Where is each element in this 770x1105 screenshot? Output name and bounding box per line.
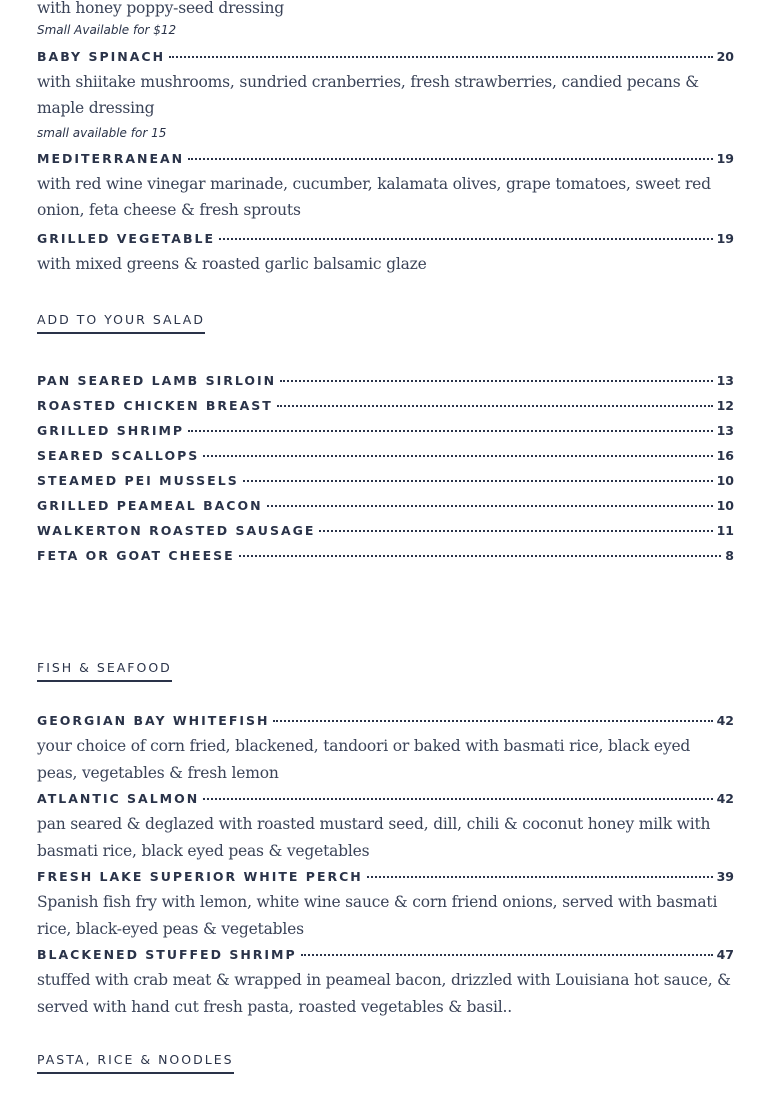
item-price: 12 <box>716 398 734 413</box>
item-price: 42 <box>716 791 734 806</box>
menu-item-white-perch <box>37 864 734 889</box>
item-name: STEAMED PEI MUSSELS <box>37 473 239 488</box>
item-name: PAN SEARED LAMB SIRLOIN <box>37 373 277 388</box>
section-heading: ADD TO YOUR SALAD <box>37 312 205 334</box>
menu-item <box>37 418 734 443</box>
add-to-salad-section <box>37 309 734 568</box>
item-description: Spanish fish fry with lemon, white wine sauce & corn friend onions, served with basmati rice, black-eyed peas & vegetables <box>37 893 718 938</box>
menu-item-georgian-bay-whitefish <box>37 708 734 733</box>
fish-seafood-section <box>37 657 734 1020</box>
menu-item-blackened-stuffed-shrimp <box>37 942 734 967</box>
item-name: GRILLED VEGETABLE <box>37 230 216 246</box>
item-description: with red wine vinegar marinade, cucumber, kalamata olives, grape tomatoes, sweet red onion, feta cheese & fresh sprouts <box>37 174 711 219</box>
item-price: 47 <box>716 947 734 962</box>
item-description: pan seared & deglazed with roasted mustard seed, dill, chili & coconut honey milk with basmati rice, black eyed peas & vegetables <box>37 815 711 860</box>
menu-item-mediterranean <box>37 146 734 171</box>
menu-item <box>37 443 734 468</box>
menu-item-baby-spinach <box>37 44 734 69</box>
leader-dots <box>267 505 713 507</box>
menu-item <box>37 393 734 418</box>
leader-dots <box>203 455 712 457</box>
item-description: your choice of corn fried, blackened, tandoori or baked with basmati rice, black eyed peas, vegetables & fresh lemon <box>37 737 691 782</box>
pasta-section <box>37 1049 734 1074</box>
leader-dots <box>169 56 713 58</box>
item-description: with mixed greens & roasted garlic balsamic glaze <box>37 254 427 273</box>
item-note: Small Available for $12 <box>37 22 177 37</box>
item-note: small available for 15 <box>37 125 167 140</box>
item-name: FETA OR GOAT CHEESE <box>37 548 235 563</box>
leader-dots <box>239 555 722 557</box>
section-heading: FISH & SEAFOOD <box>37 660 172 682</box>
item-name: BABY SPINACH <box>37 48 166 64</box>
item-name: ATLANTIC SALMON <box>37 791 200 806</box>
item-name: WALKERTON ROASTED SAUSAGE <box>37 523 316 538</box>
menu-item-atlantic-salmon <box>37 786 734 811</box>
leader-dots <box>319 530 712 532</box>
menu-item-grilled-vegetable <box>37 226 734 251</box>
leader-dots <box>188 158 712 160</box>
item-price: 42 <box>716 713 734 728</box>
item-name: GRILLED PEAMEAL BACON <box>37 498 263 513</box>
leader-dots <box>367 876 713 878</box>
menu-item <box>37 468 734 493</box>
item-price: 20 <box>716 48 734 64</box>
item-price: 10 <box>716 473 734 488</box>
item-name: GRILLED SHRIMP <box>37 423 185 438</box>
item-name: SEARED SCALLOPS <box>37 448 200 463</box>
item-name: MEDITERRANEAN <box>37 150 185 166</box>
item-price: 19 <box>716 150 734 166</box>
salads-section <box>37 0 734 277</box>
leader-dots <box>219 238 713 240</box>
leader-dots <box>273 720 712 722</box>
item-price: 39 <box>716 869 734 884</box>
item-price: 11 <box>716 523 734 538</box>
item-price: 13 <box>716 423 734 438</box>
section-heading: PASTA, RICE & NOODLES <box>37 1052 234 1074</box>
item-description: with honey poppy-seed dressing <box>37 0 285 17</box>
item-price: 10 <box>716 498 734 513</box>
item-name: BLACKENED STUFFED SHRIMP <box>37 947 297 962</box>
item-price: 8 <box>725 548 734 563</box>
menu-item <box>37 543 734 568</box>
item-price: 19 <box>716 230 734 246</box>
item-name: ROASTED CHICKEN BREAST <box>37 398 273 413</box>
leader-dots <box>280 380 712 382</box>
menu-item <box>37 368 734 393</box>
leader-dots <box>188 430 713 432</box>
leader-dots <box>301 954 713 956</box>
leader-dots <box>203 798 712 800</box>
leader-dots <box>243 480 713 482</box>
leader-dots <box>277 405 713 407</box>
menu-item <box>37 518 734 543</box>
item-name: FRESH LAKE SUPERIOR WHITE PERCH <box>37 869 363 884</box>
item-price: 13 <box>716 373 734 388</box>
item-description: stuffed with crab meat & wrapped in peameal bacon, drizzled with Louisiana hot sauce, & served with hand cut fresh pasta, roasted vegetables & basil.. <box>37 971 731 1016</box>
item-name: GEORGIAN BAY WHITEFISH <box>37 713 270 728</box>
menu-item <box>37 493 734 518</box>
item-description: with shiitake mushrooms, sundried cranberries, fresh strawberries, candied pecans & maple dressing <box>37 72 699 117</box>
item-price: 16 <box>716 448 734 463</box>
